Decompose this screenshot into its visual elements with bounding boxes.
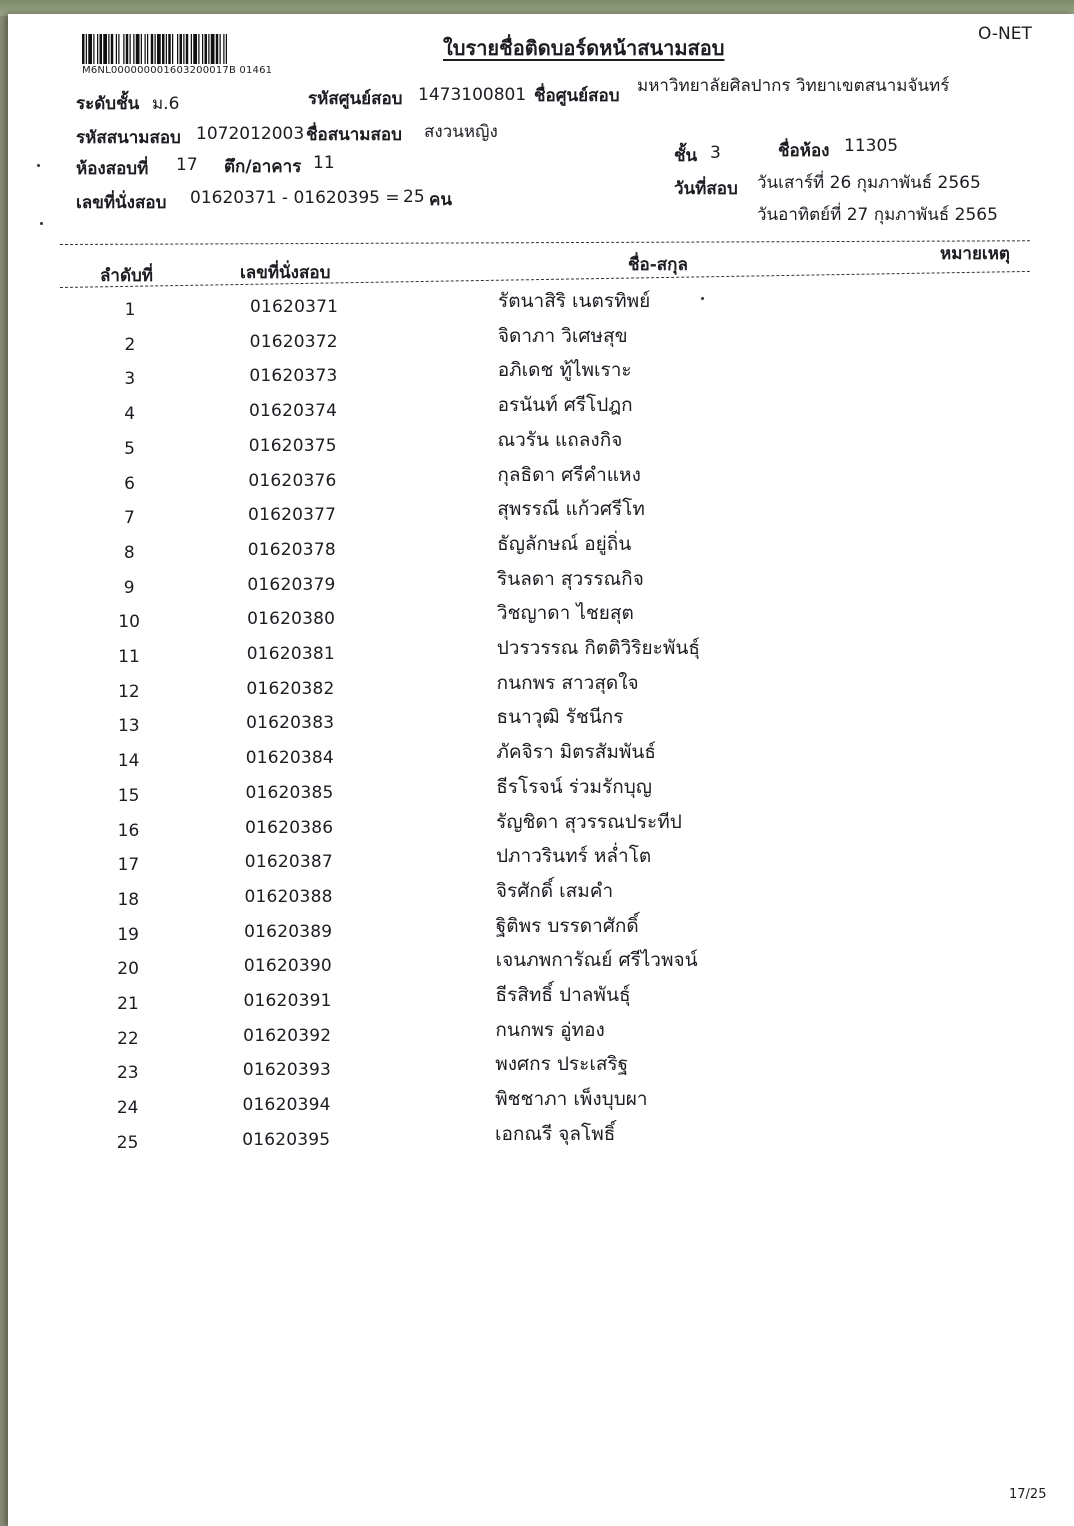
barcode-bar xyxy=(88,34,92,64)
row-number: 12 xyxy=(118,681,140,702)
row-student-name: เจนภพการัณย์ ศรีไวพจน์ xyxy=(495,949,698,972)
barcode-bar xyxy=(208,34,209,64)
row-student-name: รัตนาสิริ เนตรทิพย์ xyxy=(498,290,651,312)
row-number: 7 xyxy=(123,508,135,529)
barcode-bar xyxy=(118,34,119,64)
barcode-bar xyxy=(100,34,103,64)
site-code-value: 1072012003 xyxy=(196,124,305,144)
row-seat-number: 01620375 xyxy=(248,435,337,456)
row-seat-number: 01620378 xyxy=(247,539,336,560)
level-label: ระดับชั้น xyxy=(76,94,140,114)
barcode-bar xyxy=(141,34,142,64)
row-seat-number: 01620394 xyxy=(242,1095,331,1116)
row-student-name: ภัคจิรา มิตรสัมพันธ์ xyxy=(496,741,656,764)
row-seat-number: 01620391 xyxy=(243,991,332,1011)
row-seat-number: 01620390 xyxy=(243,956,332,977)
exam-type: O-NET xyxy=(978,24,1032,44)
barcode-bar xyxy=(183,34,184,64)
row-student-name: พิชชาภา เพ็งบุบผา xyxy=(495,1088,648,1111)
row-number: 19 xyxy=(117,924,139,945)
room-no-value: 17 xyxy=(176,155,198,175)
row-seat-number: 01620379 xyxy=(247,574,336,595)
barcode-bar xyxy=(108,34,109,64)
barcode-bar xyxy=(157,34,161,64)
barcode-text: M6NL000000001603200017B 01461 xyxy=(82,65,273,76)
row-number: 18 xyxy=(117,889,140,910)
barcode-bar xyxy=(147,34,148,64)
row-number: 20 xyxy=(117,959,139,980)
row-number: 25 xyxy=(116,1132,139,1153)
exam-date-2: วันอาทิตย์ที่ 27 กุมภาพันธ์ 2565 xyxy=(757,205,998,225)
seat-range-value: 01620371 - 01620395 = xyxy=(190,188,400,208)
row-number: 3 xyxy=(124,369,136,390)
center-name-label: ชื่อศูนย์สอบ xyxy=(534,86,620,106)
col-header-remark: หมายเหตุ xyxy=(940,244,1010,264)
barcode-bar xyxy=(82,34,85,64)
row-number: 16 xyxy=(117,820,140,841)
barcode-bar xyxy=(223,34,224,64)
row-number: 10 xyxy=(118,612,140,633)
barcode-bar xyxy=(126,34,129,64)
row-seat-number: 01620374 xyxy=(249,401,338,422)
barcode-bar xyxy=(180,34,183,64)
row-student-name: วิชญาดา ไชยสุต xyxy=(496,602,634,625)
room-name-label: ชื่อห้อง xyxy=(778,141,830,161)
center-code-label: รหัสศูนย์สอบ xyxy=(308,89,403,109)
row-number: 1 xyxy=(124,300,136,320)
row-student-name: ปวรวรรณ กิตติวิริยะพันธุ์ xyxy=(496,637,700,659)
row-seat-number: 01620382 xyxy=(246,678,335,699)
row-student-name: กุลธิดา ศรีคำแหง xyxy=(497,463,641,486)
barcode-bar xyxy=(191,34,192,64)
col-header-seat: เลขที่นั่งสอบ xyxy=(240,263,331,283)
barcode-bar xyxy=(136,34,140,64)
row-number: 9 xyxy=(123,577,135,598)
row-number: 2 xyxy=(124,334,136,355)
row-student-name: ณวรัน แถลงกิจ xyxy=(497,428,623,451)
seat-unit: คน xyxy=(429,190,452,210)
row-student-name: รัญชิดา สุวรรณประทีป xyxy=(496,810,682,833)
row-number: 14 xyxy=(117,751,140,772)
row-number: 24 xyxy=(116,1098,139,1119)
barcode-bar xyxy=(220,34,221,64)
row-student-name: ธนาวุฒิ รัชนีกร xyxy=(496,706,624,729)
row-student-name: ปภาวรินทร์ หล่ำโต xyxy=(496,845,652,868)
center-code-value: 1473100801 xyxy=(418,85,527,105)
barcode-bar xyxy=(168,34,171,64)
row-seat-number: 01620385 xyxy=(245,782,334,803)
barcode-bar xyxy=(86,34,87,64)
exam-date-1: วันเสาร์ที่ 26 กุมภาพันธ์ 2565 xyxy=(757,173,981,193)
row-seat-number: 01620388 xyxy=(244,886,333,907)
row-student-name: กนกพร อู่ทอง xyxy=(495,1018,605,1041)
row-seat-number: 01620371 xyxy=(250,297,339,317)
barcode-bar xyxy=(155,34,156,64)
scan-speck xyxy=(40,222,43,225)
row-number: 22 xyxy=(117,1028,139,1049)
row-seat-number: 01620395 xyxy=(242,1129,331,1150)
row-student-name: ธีรโรจน์ ร่วมรักบุญ xyxy=(496,775,652,798)
barcode-bar xyxy=(166,34,167,64)
row-seat-number: 01620372 xyxy=(249,331,338,352)
row-student-name: พงศกร ประเสริฐ xyxy=(495,1053,629,1076)
row-number: 21 xyxy=(117,994,139,1014)
row-number: 8 xyxy=(123,542,135,563)
row-seat-number: 01620376 xyxy=(248,470,337,491)
barcode-bar xyxy=(133,34,134,64)
row-student-name: รินลดา สุวรรณกิจ xyxy=(497,567,644,590)
row-student-name: อรนันท์ ศรีโปฎก xyxy=(497,394,633,417)
row-seat-number: 01620393 xyxy=(242,1060,331,1081)
barcode-bar xyxy=(97,34,98,64)
row-number: 11 xyxy=(118,647,140,667)
barcode-bar xyxy=(151,34,154,64)
row-seat-number: 01620392 xyxy=(243,1025,332,1046)
row-student-name: จิดาภา วิเศษสุข xyxy=(497,324,628,347)
col-header-no: ลำดับที่ xyxy=(100,266,154,286)
row-student-name: ฐิติพร บรรดาศักดิ์ xyxy=(495,914,639,937)
level-value: ม.6 xyxy=(152,94,180,114)
building-label: ตึก/อาคาร xyxy=(224,157,302,177)
row-student-name: ธัญลักษณ์ อยู่ถิ่น xyxy=(497,532,632,555)
row-number: 17 xyxy=(117,855,140,876)
row-number: 5 xyxy=(124,438,135,459)
barcode-bar xyxy=(193,34,197,64)
barcode-bar xyxy=(145,34,146,64)
barcode-bar xyxy=(123,34,124,64)
barcode-bar xyxy=(202,34,203,64)
barcode-bar xyxy=(111,34,114,64)
row-seat-number: 01620386 xyxy=(245,817,334,838)
barcode-graphic xyxy=(82,34,286,64)
barcode-bar xyxy=(103,34,107,64)
row-seat-number: 01620383 xyxy=(246,713,335,734)
scan-speck xyxy=(701,297,704,300)
barcode-bar xyxy=(162,34,165,64)
page-title: ใบรายชื่อติดบอร์ดหน้าสนามสอบ xyxy=(443,36,725,60)
row-student-name: เอกณรี จุลโพธิ์ xyxy=(495,1122,616,1145)
row-number: 13 xyxy=(117,716,140,737)
row-seat-number: 01620381 xyxy=(246,644,335,664)
row-seat-number: 01620384 xyxy=(245,748,334,769)
room-name-value: 11305 xyxy=(844,136,899,156)
barcode-bar xyxy=(226,34,227,64)
barcode-bar xyxy=(205,34,208,64)
row-student-name: ธีรสิทธิ์ ปาลพันธุ์ xyxy=(495,984,631,1006)
site-name-label: ชื่อสนามสอบ xyxy=(306,125,402,145)
scan-speck xyxy=(37,164,40,167)
row-number: 23 xyxy=(116,1063,139,1084)
site-name-value: สงวนหญิง xyxy=(424,122,498,142)
page-number: 17/25 xyxy=(1009,1487,1047,1502)
row-seat-number: 01620373 xyxy=(249,366,338,387)
row-number: 6 xyxy=(124,473,135,494)
room-no-label: ห้องสอบที่ xyxy=(76,159,149,179)
barcode-bar xyxy=(177,34,178,64)
row-seat-number: 01620389 xyxy=(244,921,333,942)
seat-count: 25 xyxy=(403,187,425,207)
seat-range-label: เลขที่นั่งสอบ xyxy=(76,193,167,213)
barcode-bar xyxy=(216,34,219,64)
row-number: 4 xyxy=(124,404,136,425)
floor-label: ชั้น xyxy=(674,146,698,166)
row-student-name: อภิเดช ทู้ไพเราะ xyxy=(497,359,632,382)
floor-value: 3 xyxy=(710,143,721,163)
row-student-name: สุพรรณี แก้วศรีโท xyxy=(497,498,645,521)
center-name-value: มหาวิทยาลัยศิลปากร วิทยาเขตสนามจันทร์ xyxy=(637,76,950,96)
row-seat-number: 01620380 xyxy=(247,609,336,630)
barcode-bar xyxy=(211,34,215,64)
site-code-label: รหัสสนามสอบ xyxy=(76,128,181,148)
row-seat-number: 01620377 xyxy=(248,505,337,526)
row-student-name: จิรศักดิ์ เสมคำ xyxy=(495,879,614,902)
barcode-bar xyxy=(198,34,199,64)
row-number: 15 xyxy=(117,785,140,806)
exam-date-label: วันที่สอบ xyxy=(674,179,738,199)
barcode-bar xyxy=(116,34,117,64)
building-value: 11 xyxy=(313,153,335,173)
barcode-bar xyxy=(93,34,94,64)
row-student-name: กนกพร สาวสุดใจ xyxy=(496,671,639,694)
barcode-bar xyxy=(130,34,131,64)
row-seat-number: 01620387 xyxy=(244,852,333,873)
barcode-bar xyxy=(186,34,189,64)
col-header-name: ชื่อ-สกุล xyxy=(628,255,688,275)
barcode-bar xyxy=(172,34,173,64)
